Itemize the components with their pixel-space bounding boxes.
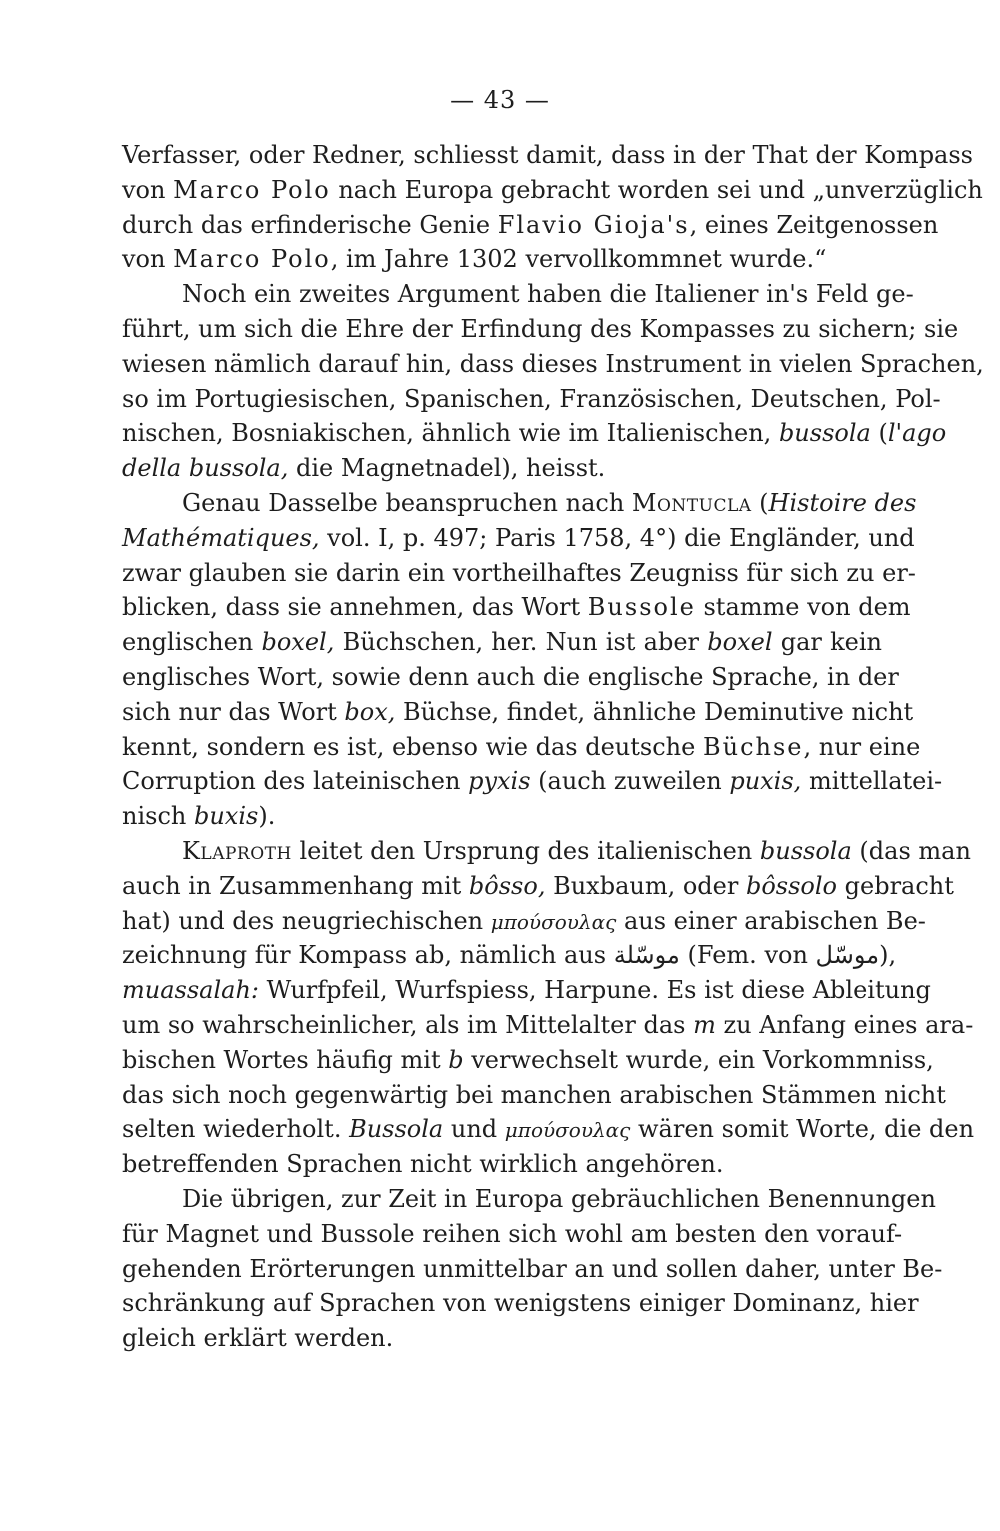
arabic-word: موسّلة bbox=[613, 941, 680, 970]
text-run: zeichnung für Kompass ab, nämlich aus bbox=[122, 941, 614, 970]
text-line bbox=[122, 1182, 936, 1217]
text-run: Corruption des lateinischen bbox=[122, 767, 469, 796]
text-run: stamme von dem bbox=[695, 593, 911, 622]
text-run: sich nur das Wort bbox=[122, 697, 345, 726]
text-run: bischen Wortes häufig mit bbox=[122, 1045, 449, 1074]
italic-term: bôssolo bbox=[745, 871, 838, 900]
italic-term: puxis, bbox=[729, 767, 802, 796]
author-name: Klaproth bbox=[182, 836, 292, 865]
text-run: gebracht bbox=[837, 871, 954, 900]
text-run: , nur eine bbox=[803, 732, 921, 761]
italic-term: m bbox=[693, 1010, 716, 1039]
text-line bbox=[122, 208, 939, 243]
italic-term: pyxis bbox=[468, 767, 531, 796]
text-run: führt, um sich die Ehre der Erfindung des Kompasses zu sichern; sie bbox=[122, 314, 959, 343]
text-run: (auch zuweilen bbox=[530, 767, 730, 796]
text-line bbox=[122, 799, 882, 834]
text-line bbox=[122, 1252, 943, 1287]
text-line bbox=[122, 1112, 975, 1147]
text-run: das sich noch gegenwärtig bei manchen arabischen Stämmen nicht bbox=[122, 1080, 946, 1109]
paragraph bbox=[122, 277, 984, 486]
text-line bbox=[122, 1043, 934, 1078]
text-run: um so wahrscheinlicher, als im Mittelalter das bbox=[122, 1010, 694, 1039]
spaced-name: Büchse bbox=[702, 732, 804, 761]
text-run: und bbox=[443, 1115, 505, 1144]
text-line bbox=[122, 590, 911, 625]
text-run: vol. I, p. 497; Paris 1758, 4°) die Engländer, und bbox=[319, 523, 915, 552]
text-run: (das man bbox=[851, 836, 971, 865]
text-line bbox=[122, 764, 943, 799]
text-run: hat) und des neugriechischen bbox=[122, 906, 491, 935]
italic-term: buxis bbox=[193, 802, 259, 831]
text-run: wiesen nämlich darauf hin, dass dieses Instrument in vielen Sprachen, bbox=[122, 349, 984, 378]
text-run: von bbox=[122, 245, 174, 274]
text-run: blicken, dass sie annehmen, das Wort bbox=[122, 593, 588, 622]
text-run: Noch ein zweites Argument haben die Italiener in's Feld ge- bbox=[182, 280, 914, 309]
text-run: ), bbox=[879, 941, 897, 970]
text-run: ). bbox=[258, 802, 276, 831]
text-run: mittellatei- bbox=[801, 767, 943, 796]
text-run: (Fem. von bbox=[679, 941, 816, 970]
text-run: , eines Zeitgenossen bbox=[689, 210, 939, 239]
text-line bbox=[122, 834, 971, 869]
text-line bbox=[122, 173, 983, 208]
italic-term: della bussola, bbox=[122, 454, 289, 483]
italic-term: boxel, bbox=[261, 628, 335, 657]
spaced-name: Marco Polo bbox=[173, 175, 331, 204]
italic-term: Histoire des bbox=[768, 488, 917, 517]
text-run: kennt, sondern es ist, ebenso wie das deutsche bbox=[122, 732, 703, 761]
italic-term: l'ago bbox=[887, 419, 947, 448]
text-line bbox=[122, 1321, 882, 1356]
text-line bbox=[122, 730, 921, 765]
text-line bbox=[122, 138, 973, 173]
paragraph bbox=[122, 138, 983, 277]
text-run: schränkung auf Sprachen von wenigstens einiger Dominanz, hier bbox=[122, 1289, 919, 1318]
text-run: von bbox=[122, 175, 174, 204]
italic-term: bôsso, bbox=[468, 871, 546, 900]
text-line bbox=[122, 695, 914, 730]
text-run: betreffenden Sprachen nicht wirklich angehören. bbox=[122, 1150, 724, 1179]
text-run: Buxbaum, oder bbox=[545, 871, 746, 900]
text-line bbox=[122, 556, 916, 591]
text-run: Büchse, findet, ähnliche Deminutive nicht bbox=[395, 697, 914, 726]
text-run: zwar glauben sie darin ein vortheilhaftes Zeugniss für sich zu er- bbox=[122, 558, 916, 587]
text-run: die Magnetnadel), heisst. bbox=[288, 454, 606, 483]
text-run: gehenden Erörterungen unmittelbar an und sollen daher, unter Be- bbox=[122, 1254, 943, 1283]
italic-term: bussola bbox=[759, 836, 852, 865]
italic-term: box, bbox=[344, 697, 396, 726]
text-line bbox=[122, 312, 959, 347]
italic-term: bussola bbox=[778, 419, 871, 448]
text-line bbox=[122, 521, 915, 556]
text-line bbox=[122, 382, 941, 417]
text-run: englischen bbox=[122, 628, 262, 657]
text-run: ( bbox=[751, 488, 769, 517]
text-run: nach Europa gebracht worden sei und „unverzüglich bbox=[330, 175, 983, 204]
page-number: — 43 — bbox=[450, 86, 550, 114]
text-run: englisches Wort, sowie denn auch die englische Sprache, in der bbox=[122, 662, 899, 691]
text-run: Wurfpfeil, Wurfspiess, Harpune. Es ist diese Ableitung bbox=[259, 976, 931, 1005]
text-line bbox=[122, 486, 917, 521]
text-line bbox=[122, 660, 899, 695]
greek-word: μπούσουλας bbox=[504, 1118, 631, 1143]
text-run: Büchschen, her. Nun ist aber bbox=[334, 628, 708, 657]
body-text bbox=[122, 138, 984, 1356]
text-run: Verfasser, oder Redner, schliesst damit, dass in der That der Kompass bbox=[122, 141, 973, 169]
text-run: auch in Zusammenhang mit bbox=[122, 871, 469, 900]
spaced-name: Flavio Gioja's bbox=[497, 210, 690, 239]
text-line bbox=[122, 347, 984, 382]
text-line bbox=[122, 1286, 919, 1321]
text-run: wären somit Worte, die den bbox=[630, 1115, 975, 1144]
text-line bbox=[122, 1217, 903, 1252]
text-run: gar kein bbox=[772, 628, 882, 657]
text-line bbox=[122, 242, 882, 277]
text-line bbox=[122, 1147, 882, 1182]
text-line bbox=[122, 1078, 946, 1113]
text-line bbox=[122, 1008, 974, 1043]
italic-term: boxel bbox=[707, 628, 773, 657]
text-run: verwechselt wurde, ein Vorkommniss, bbox=[463, 1045, 934, 1074]
text-line bbox=[122, 904, 926, 939]
greek-word: μπούσουλας bbox=[490, 909, 617, 934]
italic-term: Mathématiques, bbox=[122, 523, 320, 552]
text-run: nischen, Bosniakischen, ähnlich wie im Italienischen, bbox=[122, 419, 779, 448]
text-run: , im Jahre 1302 vervollkommnet wurde.“ bbox=[330, 245, 827, 274]
text-line bbox=[122, 277, 914, 312]
text-run: zu Anfang eines ara- bbox=[715, 1010, 974, 1039]
text-run: durch das erfinderische Genie bbox=[122, 210, 498, 239]
text-line bbox=[122, 451, 882, 486]
spaced-name: Marco Polo bbox=[173, 245, 331, 274]
italic-term: Bussola bbox=[349, 1115, 444, 1144]
paragraph bbox=[122, 486, 943, 834]
text-line bbox=[122, 625, 882, 660]
text-run: nisch bbox=[122, 802, 194, 831]
arabic-word: موسّل bbox=[815, 941, 880, 970]
text-run: Die übrigen, zur Zeit in Europa gebräuchlichen Benennungen bbox=[182, 1184, 936, 1213]
text-run: leitet den Ursprung des italienischen bbox=[291, 836, 760, 865]
text-run: ( bbox=[870, 419, 888, 448]
text-run: Genau Dasselbe beanspruchen nach bbox=[182, 488, 632, 517]
author-name: Montucla bbox=[631, 488, 752, 517]
text-run: selten wiederholt. bbox=[122, 1115, 350, 1144]
paragraph bbox=[122, 1182, 943, 1356]
text-line bbox=[122, 416, 947, 451]
text-run: aus einer arabischen Be- bbox=[616, 906, 926, 935]
paragraph bbox=[122, 834, 975, 1182]
spaced-name: Bussole bbox=[587, 593, 696, 622]
text-run: für Magnet und Bussole reihen sich wohl am besten den vorauf- bbox=[122, 1219, 903, 1248]
text-line bbox=[122, 869, 954, 904]
italic-term: b bbox=[448, 1045, 464, 1074]
text-line bbox=[122, 938, 897, 973]
text-run: so im Portugiesischen, Spanischen, Französischen, Deutschen, Pol- bbox=[122, 384, 941, 413]
text-line bbox=[122, 973, 931, 1008]
text-run: gleich erklärt werden. bbox=[122, 1324, 394, 1353]
italic-term: muassalah: bbox=[122, 976, 259, 1005]
